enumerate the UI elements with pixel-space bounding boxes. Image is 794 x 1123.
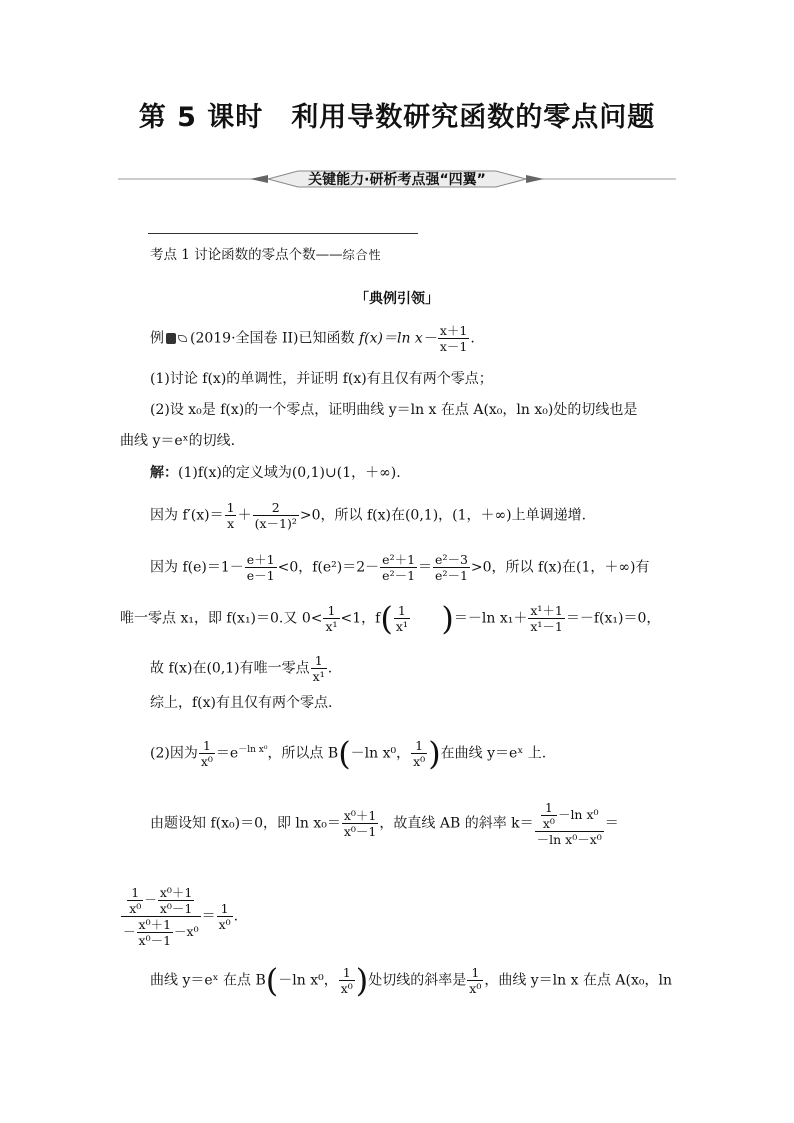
example-label: 「典例引领」 [355, 291, 439, 307]
solution-line-3: 因为 f(e)＝1－ $\frac{e+1}{e-1}$ <0，f(e²)＝2－ $\frac{\text{e²＋1}}{\text{e²－1}}$ ＝ $\frac{\text{e²－3}}{\text{e²－1}}$ >0，所以 f(x)在(1，＋∞)有 [150, 552, 650, 583]
divider [148, 233, 418, 234]
compound-fraction: $\frac{1}{\text{x⁰}}$ － $\frac{\text{x⁰＋1}}{\text{x⁰－1}}$ － $\frac{\text{x⁰＋1}}{\text{x⁰－1}}$ －x⁰ [123, 885, 199, 948]
fraction: $\frac{1}{\text{x¹}}$ [325, 603, 338, 634]
problem-q1: (1)讨论 f(x)的单调性，并证明 f(x)有且仅有两个零点； [150, 371, 493, 387]
problem-q2-line1: (2)设 x₀是 f(x)的一个零点，证明曲线 y＝ln x 在点 A(x₀，ln x₀)处的切线也是 [150, 402, 638, 418]
solution-line-4: 唯一零点 x₁，即 f(x₁)＝0.又 0< $\frac{1}{\text{x¹}}$ <1，f( $\frac{1}{\text{x¹}}$ )＝－ln x₁＋ $\frac{\text{x¹＋1}}{\text{x¹－1}}$ ＝－f(x₁)＝0， [120, 599, 661, 638]
fraction: $\frac{1}{\text{x⁰}}$ [413, 738, 426, 769]
page-title [0, 95, 794, 134]
fraction: $\frac{1}{\text{x⁰}}$ [469, 965, 482, 996]
solution-line-6: 综上，f(x)有且仅有两个零点. [150, 695, 333, 711]
fraction: $\frac{1}{\text{x¹}}$ [395, 603, 408, 634]
section-banner [118, 165, 676, 195]
solution-line-7: (2)因为 $\frac{1}{\text{x⁰}}$ $=e^{-ln x^0}$，所以点 B(－ln x⁰， $\frac{1}{\text{x⁰}}$ )在曲线 y＝eˣ 上. [150, 734, 547, 773]
fraction: $\frac{2}{\text{(x－1)²}}$ [254, 500, 297, 531]
problem-q2-line2: 曲线 y＝eˣ的切线. [120, 433, 236, 449]
lesson-number: 第 5 课时 [138, 102, 264, 133]
compound-fraction: $\frac{1}{\text{x⁰}}$ －ln x⁰ －ln x⁰－x⁰ [536, 800, 602, 847]
fraction: $\frac{x+1}{x-1}$ [439, 323, 468, 354]
fraction: $\frac{\text{x¹＋1}}{\text{x¹－1}}$ [530, 603, 563, 634]
solution-line-5: 故 f(x)在(0,1)有唯一零点 $\frac{1}{\text{x¹}}$ . [150, 653, 333, 684]
fraction: $\frac{e+1}{e-1}$ [246, 552, 275, 583]
solution-line-8: 由题设知 f(x₀)＝0，即 ln x₀＝ $\frac{\text{x⁰＋1}}{\text{x⁰－1}}$ ，故直线 AB 的斜率 k＝ $\frac{1}{\text{x⁰}}$ －ln x⁰ －ln x⁰－x⁰ ＝ [150, 800, 619, 847]
problem-statement: 例 (2019·全国卷 II)已知函数 f(x)＝ln x－ $\frac{x+1}{x-1}$ . [150, 323, 475, 354]
fraction: $\frac{\text{e²＋1}}{\text{e²－1}}$ [382, 552, 416, 583]
lesson-topic: 利用导数研究函数的零点问题 [291, 102, 656, 133]
solution-line-10: 曲线 y＝eˣ 在点 B(－ln x⁰， $\frac{1}{\text{x⁰}}$ )处切线的斜率是 $\frac{1}{\text{x⁰}}$ ，曲线 y＝ln x 在点 A(x₀，ln [150, 961, 673, 1000]
fraction: $\frac{1}{\text{x⁰}}$ [340, 965, 353, 996]
fraction: $\frac{1}{x}$ [226, 500, 235, 531]
solution-line-9: $\frac{1}{\text{x⁰}}$ － $\frac{\text{x⁰＋1}}{\text{x⁰－1}}$ － $\frac{\text{x⁰＋1}}{\text{x⁰－1}}$ －x⁰ ＝ $\frac{1}{\text{x⁰}}$ . [123, 885, 239, 948]
solution-line-1: 解：(1)f(x)的定义域为(0,1)∪(1，＋∞). [150, 465, 401, 481]
fraction: $\frac{\text{e²－3}}{\text{e²－1}}$ [435, 552, 468, 583]
banner-text: 关键能力·研析考点强“四翼” [308, 172, 486, 188]
section-heading: 考点 1 讨论函数的零点个数——综合性 [150, 247, 382, 263]
fraction: $\frac{\text{x⁰＋1}}{\text{x⁰－1}}$ [343, 808, 377, 839]
solution-label: 解： [150, 465, 178, 481]
leaf-icon [178, 335, 187, 342]
fraction: $\frac{1}{\text{x⁰}}$ [218, 901, 231, 932]
fraction: $\frac{1}{\text{x¹}}$ [312, 653, 325, 684]
fraction: $\frac{1}{\text{x⁰}}$ [200, 738, 213, 769]
example-badge-icon [166, 333, 176, 344]
solution-line-2: 因为 f′(x)＝ $\frac{1}{x}$ ＋ $\frac{2}{\text{(x－1)²}}$ >0，所以 f(x)在(0,1)，(1，＋∞)上单调递增. [150, 500, 587, 531]
